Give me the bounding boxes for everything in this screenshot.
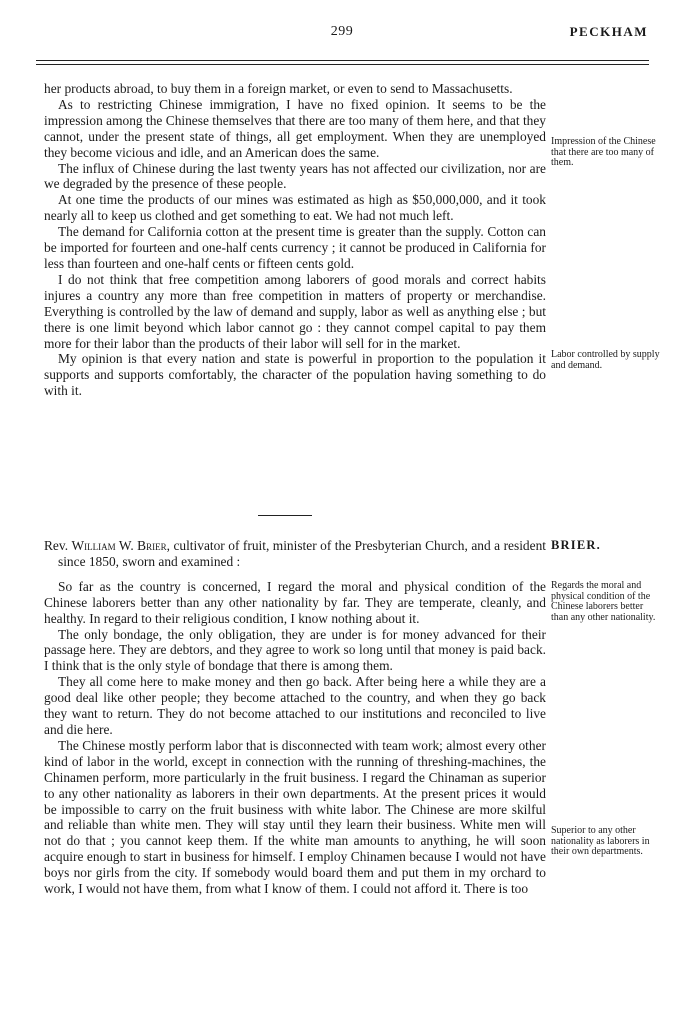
running-head: PECKHAM bbox=[569, 24, 648, 39]
section-separator bbox=[258, 515, 312, 516]
header-rule-bottom bbox=[36, 64, 649, 65]
intro-description: , cultivator of fruit, minister of the Presbyterian Church, and a resident since 1850, sworn and examined : bbox=[58, 538, 546, 569]
paragraph: As to restricting Chinese immigration, I have no fixed opinion. It seems to be the impression among the Chinese themselves that there are too many of them here, and that they cannot, under the present state of things, all get employment. When they are unemployed they become vicious and idle, and an American does the same. bbox=[44, 96, 546, 160]
paragraph: My opinion is that every nation and state is powerful in proportion to the population it supports and supports comfortably, the character of the population having something to do with it. bbox=[44, 351, 546, 399]
page-header bbox=[36, 24, 648, 44]
paragraph: The Chinese mostly perform labor that is disconnected with team work; almost every other kind of labor in the world, except in connection with the running of threshing-machines, the Chinamen perform, more particularly in the fruit business. I regard the Chinaman as superior to any other nationality as laborers in their own departments. At the present prices it would be impossible to carry on the fruit business with white labor. The Chinese are more skilful and reliable than white men. They will stay until they learn their business. White men will not do that ; you cannot keep them. If the white man amounts to anything, he will soon acquire enough to start in business for himself. I employ Chinamen because I would not have boys nor girls from the city. If somebody would board them and put them in my orchard to work, I would not have them, from what I know of them. I could not afford it. There is too bbox=[44, 737, 546, 897]
testimony-continuation bbox=[44, 81, 546, 399]
paragraph: So far as the country is concerned, I regard the moral and physical condition of the Chinese laborers better than any other nationality by far. They are temperate, cleanly, and healthy. In regard to their religious condition, I know nothing about it. bbox=[44, 578, 546, 626]
header-rule-top bbox=[36, 60, 649, 61]
paragraph: At one time the products of our mines was estimated as high as $50,000,000, and it took nearly all to keep us clothed and get something to eat. We had not much left. bbox=[44, 192, 546, 224]
brier-testimony bbox=[44, 538, 546, 897]
margin-note: Labor controlled by supply and demand. bbox=[551, 349, 660, 371]
witness-name: William W. Brier bbox=[71, 538, 167, 553]
page-number: 299 bbox=[330, 24, 354, 39]
paragraph: her products abroad, to buy them in a foreign market, or even to send to Massachusetts. bbox=[44, 81, 513, 96]
paragraph: The only bondage, the only obligation, they are under is for money advanced for their passage here. They are debtors, and they agree to work so long until that money is paid back. I think that is the only style of bondage that there is among them. bbox=[44, 626, 546, 674]
witness-intro bbox=[44, 538, 546, 570]
margin-note: Superior to any other nationality as laborers in their own departments. bbox=[551, 825, 650, 857]
paragraph: I do not think that free competition among laborers of good morals and correct habits injures a country any more than free competition in matters of property or merchandise. Everything is controlled by the law of demand and supply, labor as well as anything else ; but there is one limit beyond which labor cannot go : they cannot compel capital to pay them more for their labor than the products of their labor will sell for in the market. bbox=[44, 271, 546, 351]
paragraph: The influx of Chinese during the last twenty years has not affected our civilization, nor are we degraded by the presence of these people. bbox=[44, 160, 546, 192]
paragraph: The demand for California cotton at the present time is greater than the supply. Cotton can be imported for fourteen and one-half cents currency ; it cannot be produced in California for less than fourteen and one-half cents or fifteen cents gold. bbox=[44, 224, 546, 271]
margin-note: Regards the moral and physical condition of the Chinese laborers better than any other nationality. bbox=[551, 580, 656, 623]
intro-prefix: Rev. bbox=[44, 538, 72, 553]
speaker-label: BRIER. bbox=[551, 538, 601, 552]
paragraph: They all come here to make money and then go back. After being here a while they are a good deal like other people; they become attached to the country, and when they go back they want to return. They do not become attached to our institutions and reconciled to live and die here. bbox=[44, 674, 546, 737]
margin-note: Impression of the Chinese that there are too many of them. bbox=[551, 136, 656, 168]
